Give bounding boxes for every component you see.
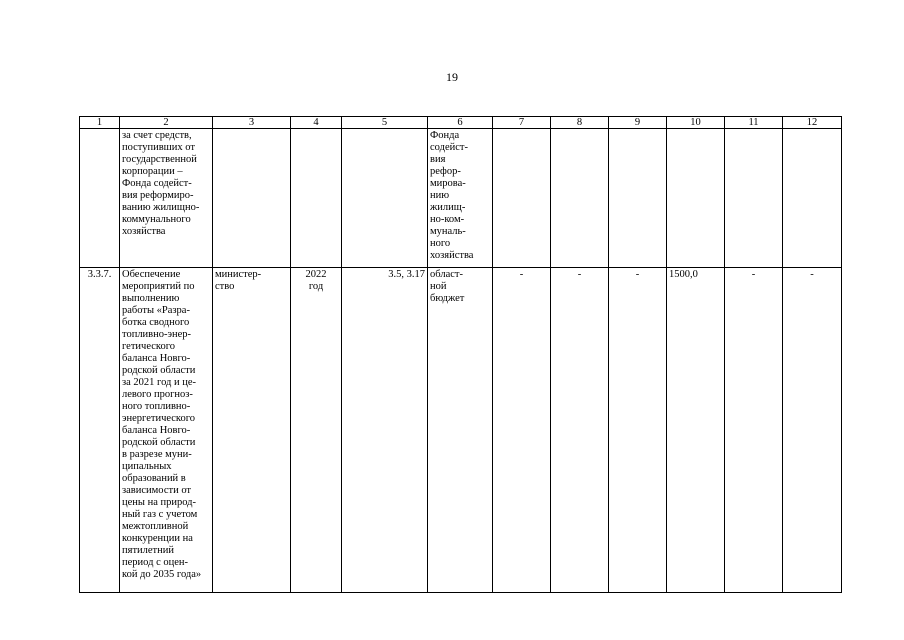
table-cell: Фонда содейст- вия рефор- мирова- нию жилищ- но-ком- муналь- ного хозяйства	[428, 129, 493, 268]
data-table	[79, 116, 842, 593]
header-row	[80, 117, 842, 129]
table-cell: за счет средств, поступивших от государственной корпорации – Фонда содейст- вия реформиро- ванию жилищно- коммунального хозяйства	[120, 129, 213, 268]
table-cell	[342, 129, 428, 268]
header-cell-9: 9	[609, 117, 667, 129]
table-cell	[551, 129, 609, 268]
page-number: 19	[446, 70, 458, 84]
header-cell-8: 8	[551, 117, 609, 129]
header-cell-2: 2	[120, 117, 213, 129]
header-cell-7: 7	[493, 117, 551, 129]
table-cell	[609, 129, 667, 268]
table-cell: -	[725, 268, 783, 593]
header-cell-6: 6	[428, 117, 493, 129]
table-row	[80, 268, 842, 593]
table-cell	[213, 129, 291, 268]
table-row	[80, 129, 842, 268]
table-cell	[80, 129, 120, 268]
header-cell-4: 4	[291, 117, 342, 129]
table-cell	[291, 129, 342, 268]
table-cell: 3.5, 3.17	[342, 268, 428, 593]
header-cell-12: 12	[783, 117, 842, 129]
table-cell	[493, 129, 551, 268]
table-cell	[783, 129, 842, 268]
table-cell: 2022 год	[291, 268, 342, 593]
table-cell: Обеспечение мероприятий по выполнению работы «Разра- ботка сводного топливно-энер- гетического баланса Новго- родской области за 2021 год и це- левого прогноз- ного топливно- энергетического баланса Новго- родской области в разрезе муни- ципальных образований в зависимости от цены на природ- ный газ с учетом межтопливной конкуренции на пятилетний период с оцен- кой до 2035 года»	[120, 268, 213, 593]
header-cell-10: 10	[667, 117, 725, 129]
table-cell	[667, 129, 725, 268]
header-cell-5: 5	[342, 117, 428, 129]
table-cell: 1500,0	[667, 268, 725, 593]
table-cell: -	[783, 268, 842, 593]
table-cell: 3.3.7.	[80, 268, 120, 593]
table-cell: -	[551, 268, 609, 593]
table-cell: -	[609, 268, 667, 593]
table-cell: министер- ство	[213, 268, 291, 593]
header-cell-3: 3	[213, 117, 291, 129]
table-cell: област- ной бюджет	[428, 268, 493, 593]
header-cell-1: 1	[80, 117, 120, 129]
header-cell-11: 11	[725, 117, 783, 129]
table-cell: -	[493, 268, 551, 593]
table-cell	[725, 129, 783, 268]
